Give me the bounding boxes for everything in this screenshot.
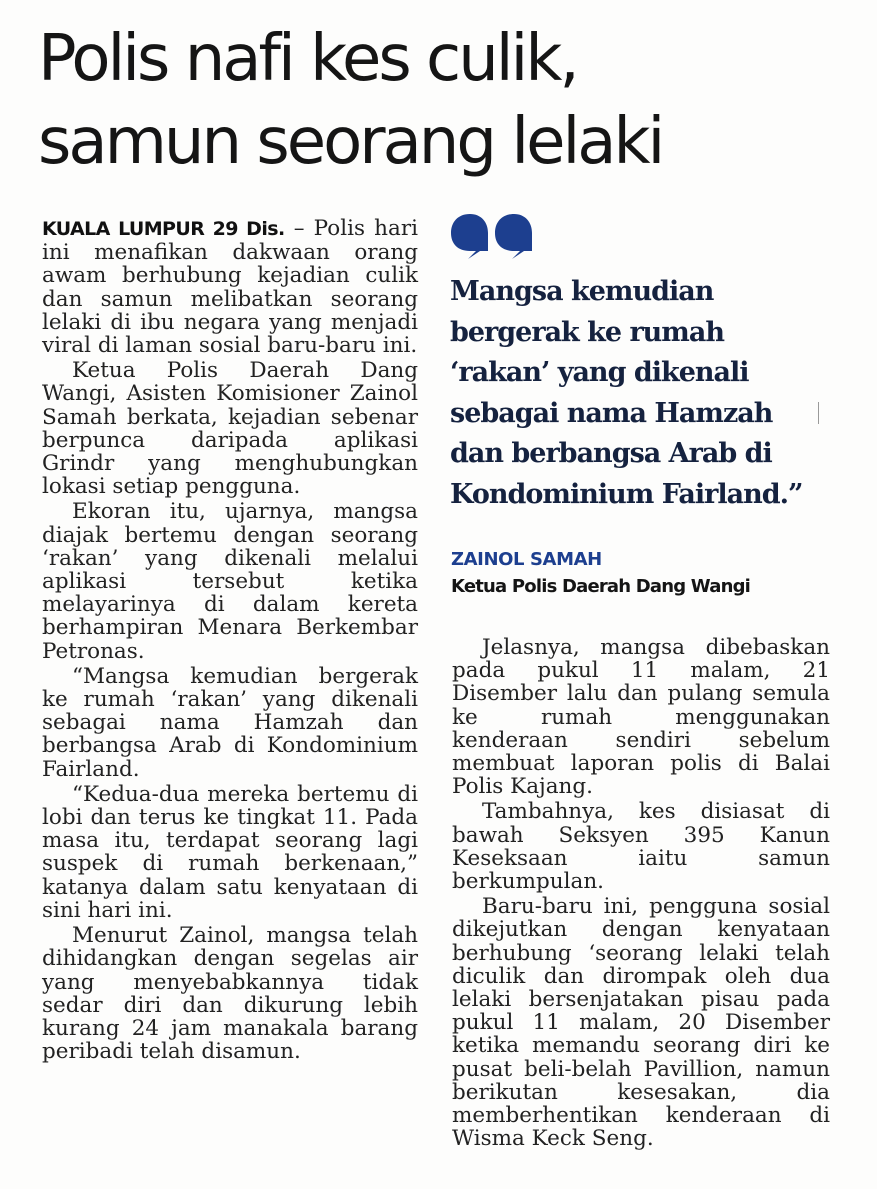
pull-quote-line-2: bergerak ke rumah: [450, 316, 725, 348]
pull-quote-rule: [818, 402, 819, 424]
speaker-name: ZAINOL SAMAH: [451, 549, 602, 570]
quote-marks-icon: [450, 213, 534, 259]
quote-mark-left: [451, 214, 488, 259]
headline-line-1: Polis nafi kes culik,: [38, 22, 577, 96]
speaker-title: Ketua Polis Daerah Dang Wangi: [451, 576, 751, 597]
pull-quote-line-4: sebagai nama Hamzah: [450, 397, 773, 429]
right-text-column: [452, 636, 830, 1152]
right-paragraph-2: Tambahnya, kes disiasat di bawah Seksyen 395 Kanun Keseksaan iaitu samun berkumpulan.: [452, 799, 830, 895]
paragraph-1-text: – Polis hari ini menafikan dakwaan orang awam berhubung kejadian culik dan samun melibatkan seorang lelaki di ibu negara yang menjadi viral di laman sosial baru-baru ini.: [42, 216, 418, 359]
dateline: KUALA LUMPUR 29 Dis.: [42, 218, 285, 240]
paragraph-4: “Mangsa kemudian bergerak ke rumah ‘rakan’ yang dikenali sebagai nama Hamzah dan berbangsa Arab di Kondominium Fairland.: [42, 663, 418, 782]
pull-quote-line-1: Mangsa kemudian: [450, 276, 714, 307]
paragraph-5: “Kedua-dua mereka bertemu di lobi dan terus ke tingkat 11. Pada masa itu, terdapat seorang lagi suspek di rumah berkenaan,” katanya dalam satu kenyataan di sini hari ini.: [42, 781, 418, 923]
paragraph-2: Ketua Polis Daerah Dang Wangi, Asisten Komisioner Zainol Samah berkata, kejadian sebenar berpunca daripada aplikasi Grindr yang menghubungkan lokasi setiap pengguna.: [42, 358, 418, 500]
pull-quote-line-6: Kondominium Fairland.”: [450, 478, 803, 510]
right-paragraph-3: Baru-baru ini, pengguna sosial dikejutkan dengan kenyataan berhubung ‘seorang lelaki telah diculik dan dirompak oleh dua lelaki bersenjatakan pisau pada pukul 11 malam, 20 Disember ketika memandu seorang diri ke pusat beli-belah Pavillion, namun berikutan kesesakan, dia memberhentikan kenderaan di Wisma Keck Seng.: [452, 894, 830, 1152]
left-text-column: [42, 217, 418, 1065]
headline: [38, 18, 868, 184]
quote-mark-right: [495, 214, 532, 259]
right-paragraph-1: Jelasnya, mangsa dibebaskan pada pukul 11 malam, 21 Disember lalu dan pulang semula ke rumah menggunakan kenderaan sendiri sebelum membuat laporan polis di Balai Polis Kajang.: [452, 635, 830, 800]
pull-quote-line-3: ‘rakan’ yang dikenali: [450, 357, 749, 388]
paragraph-3: Ekoran itu, ujarnya, mangsa diajak bertemu dengan seorang ‘rakan’ yang dikenali melalui aplikasi tersebut ketika melayarinya di dalam kereta berhampiran Menara Berkembar Petronas.: [42, 499, 418, 664]
paragraph-1: [42, 217, 418, 357]
headline-line-2: samun seorang lelaki: [38, 105, 663, 179]
pull-quote: [450, 272, 830, 515]
pull-quote-line-5: dan berbangsa Arab di: [450, 438, 772, 469]
paragraph-6: Menurut Zainol, mangsa telah dihidangkan dengan segelas air yang menyebabkannya tidak sedar diri dan dikurung lebih kurang 24 jam manakala barang peribadi telah disamun.: [42, 923, 418, 1065]
